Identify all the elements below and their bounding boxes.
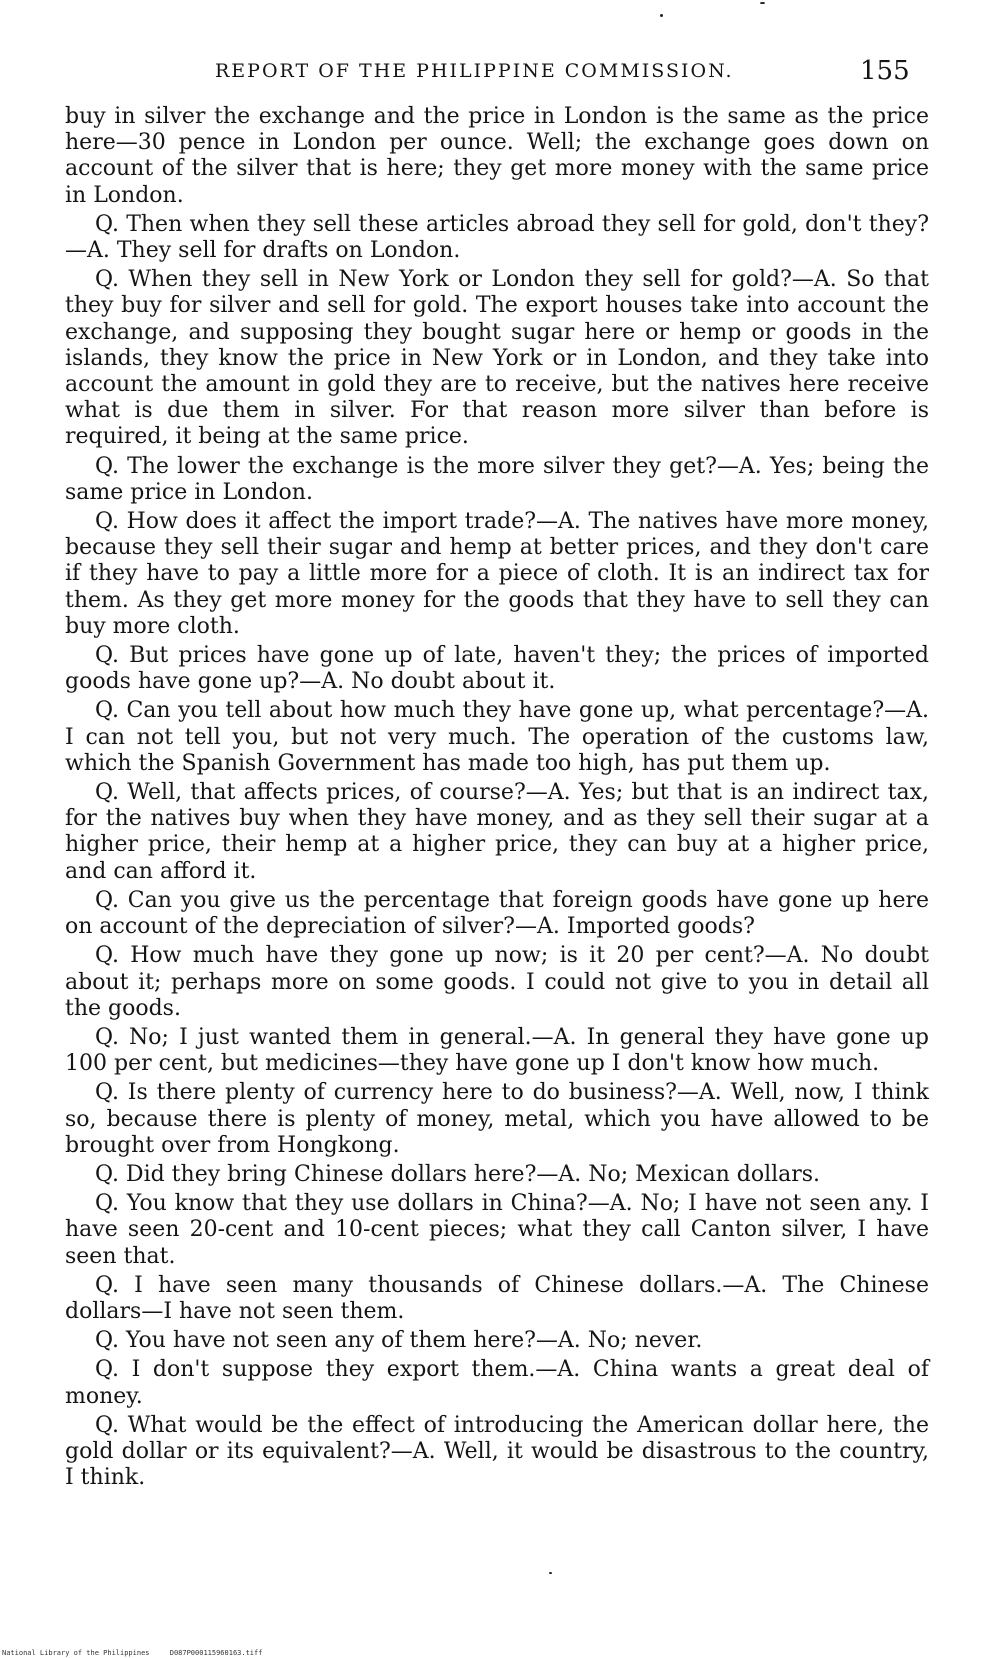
paragraph: Q. Can you give us the percentage that foreign goods have gone up here on account of the depreciation of silver?—A. Imported goods? [65,887,929,940]
paragraph: Q. But prices have gone up of late, haven't they; the prices of imported goods have gone up?—A. No doubt about it. [65,643,929,695]
paragraph: Q. Is there plenty of currency here to do business?—A. Well, now, I think so, because there is plenty of money, metal, which you have allowed to be brought over from Hongkong. [65,1080,929,1158]
paragraph: Q. No; I just wanted them in general.—A. In general they have gone up 100 per cent, but medicines—they have gone up I don't know how much. [65,1024,929,1077]
running-title: REPORT OF THE PHILIPPINE COMMISSION. [215,60,734,82]
paragraph: Q. How does it affect the import trade?—A. The natives have more money, because they sell their sugar and hemp at better prices, and they don't care if they have to pay a little more for a piece of cloth. It is an indirect tax for them. As they get more money for the goods that they have to sell they can buy more cloth. [65,509,929,639]
paragraph: Q. Can you tell about how much they have gone up, what percentage?—A. I can not tell you, but not very much. The operation of the customs law, which the Spanish Government has made too high, has put them up. [65,698,929,776]
body-text [65,104,929,1494]
paragraph: Q. You know that they use dollars in China?—A. No; I have not seen any. I have seen 20-cent and 10-cent pieces; what they call Canton silver, I have seen that. [65,1191,929,1269]
paragraph: Q. The lower the exchange is the more silver they get?—A. Yes; being the same price in London. [65,453,929,505]
paragraph: Q. Well, that affects prices, of course?—A. Yes; but that is an indirect tax, for the natives buy when they have money, and as they sell their sugar at a higher price, their hemp at a higher price, they can buy at a higher price, and can afford it. [65,780,929,884]
footer-library: National Library of the Philippines [2,1649,150,1657]
running-head [0,56,992,86]
scan-footer [2,1649,278,1657]
paragraph: Q. Did they bring Chinese dollars here?—A. No; Mexican dollars. [95,1161,821,1187]
scan-speck [660,14,663,17]
page-number: 155 [860,56,910,86]
paragraph: Q. Then when they sell these articles abroad they sell for gold, don't they?—A. They sell for drafts on London. [65,211,929,264]
scan-speck [549,1572,552,1574]
paragraph: Q. I don't suppose they export them.—A. China wants a great deal of money. [65,1357,929,1409]
paragraph: Q. What would be the effect of introducing the American dollar here, the gold dollar or its equivalent?—A. Well, it would be disastrous to the country, I think. [65,1412,929,1491]
paragraph: Q. I have seen many thousands of Chinese dollars.—A. The Chinese dollars—I have not seen them. [65,1272,929,1324]
footer-file: D087P000115960163.tiff [169,1649,263,1657]
scan-speck [760,2,765,4]
paragraph: buy in silver the exchange and the price in London is the same as the price here—30 pence in London per ounce. Well; the exchange goes down on account of the silver that is here; they get more money with the same price in London. [65,104,929,208]
paragraph: Q. When they sell in New York or London they sell for gold?—A. So that they buy for silver and sell for gold. The export houses take into account the exchange, and supposing they bought sugar here or hemp or goods in the islands, they know the price in New York or in London, and they take into account the amount in gold they are to receive, but the natives here receive what is due them in silver. For that reason more silver than before is required, it being at the same price. [65,267,929,450]
paragraph: Q. How much have they gone up now; is it 20 per cent?—A. No doubt about it; perhaps more on some goods. I could not give to you in detail all the goods. [65,943,929,1021]
paragraph: Q. You have not seen any of them here?—A. No; never. [95,1328,703,1354]
